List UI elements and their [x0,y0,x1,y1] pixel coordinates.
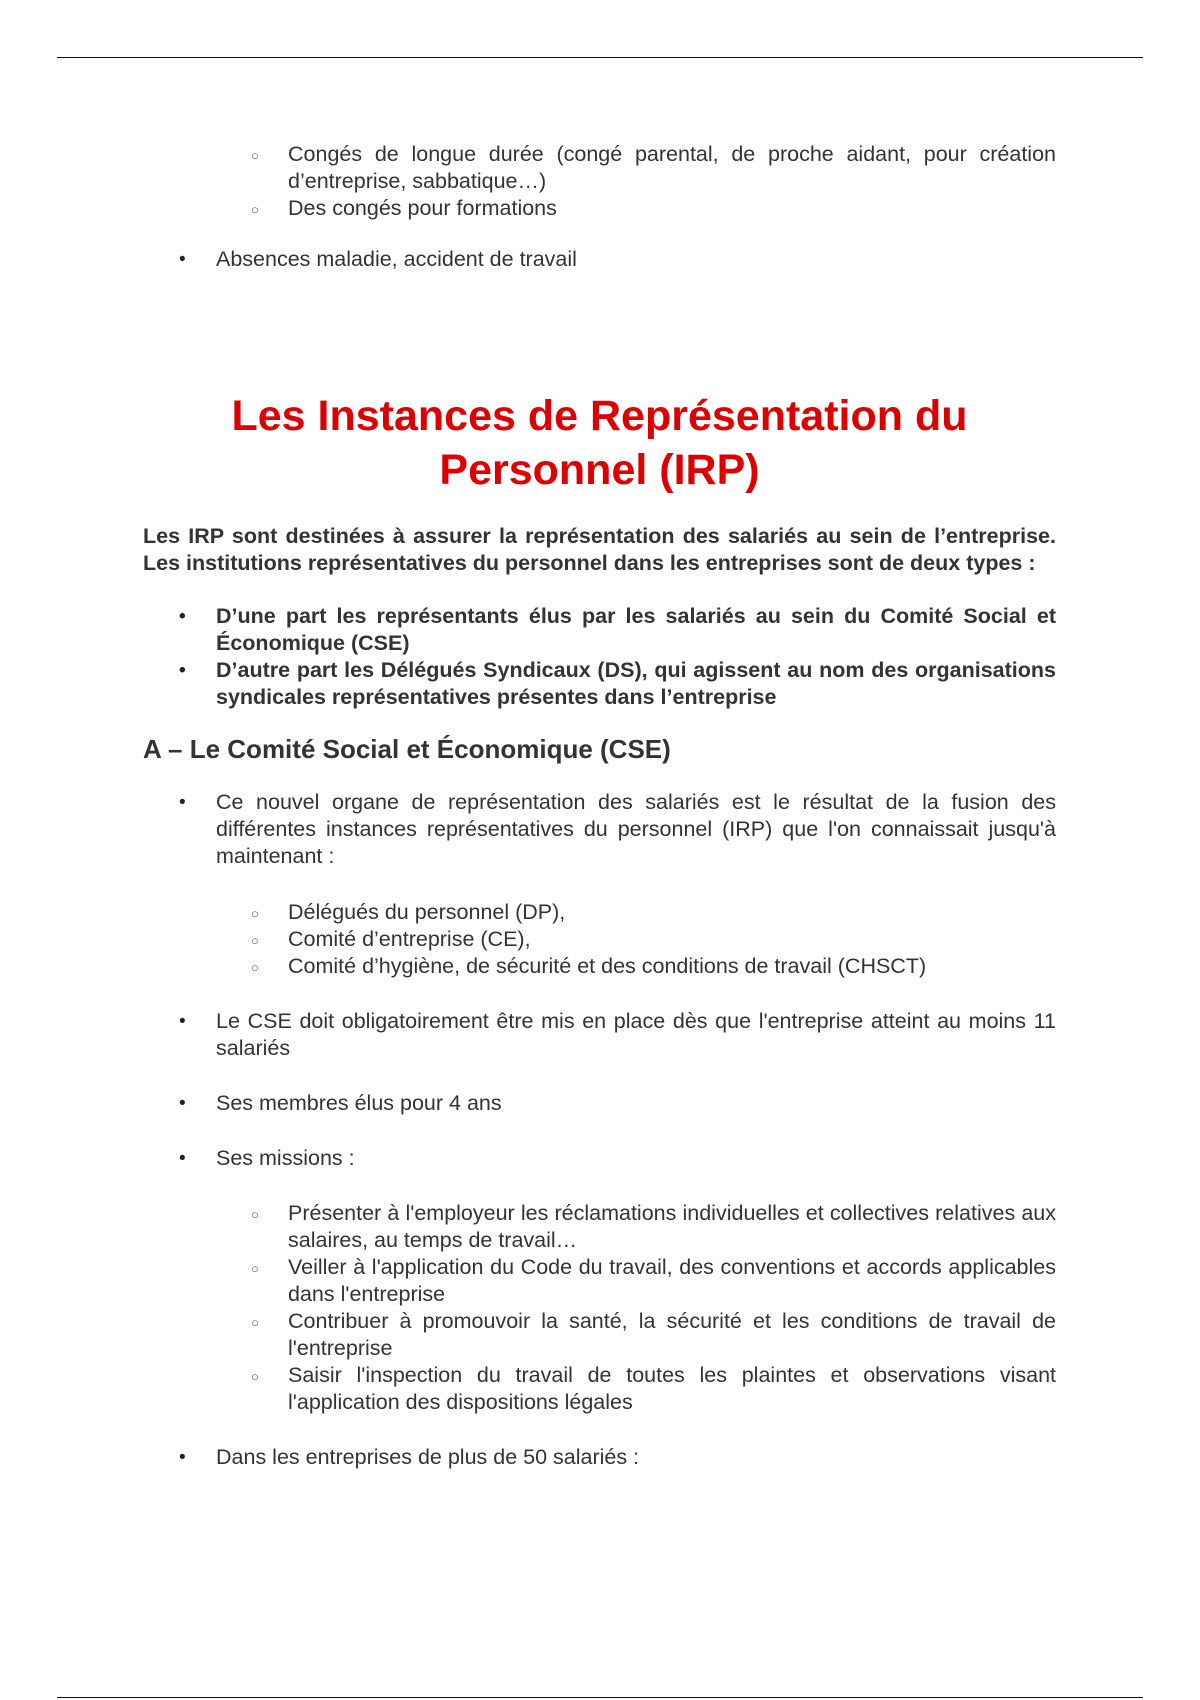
section-heading: A – Le Comité Social et Économique (CSE) [143,734,671,764]
bullet-text: Ce nouvel organe de représentation des salariés est le résultat de la fusion des différentes instances représentatives du personnel (IRP) que l'on connaissait jusqu'à maintenant : [216,790,1056,868]
sub-list-item: ○ Comité d’hygiène, de sécurité et des conditions de travail (CHSCT) [143,953,1056,980]
bullet-item: • Dans les entreprises de plus de 50 salariés : [143,1444,1056,1471]
bullet-text: Ses missions : [216,1146,355,1170]
absences-list [143,246,1056,273]
bullet-item: • D’une part les représentants élus par les salariés au sein du Comité Social et Économique (CSE) [143,603,1056,657]
sub-list-item: ○ Congés de longue durée (congé parental, de proche aidant, pour création d’entreprise, sabbatique…) [143,141,1056,195]
sub-list-item: ○ Saisir l'inspection du travail de toutes les plaintes et observations visant l'application des dispositions légales [143,1362,1056,1416]
document-page [143,141,1056,1471]
title-line-2: Personnel (IRP) [439,446,760,494]
sub-list-item: ○ Délégués du personnel (DP), [143,899,1056,926]
sub-list-item: ○ Comité d’entreprise (CE), [143,926,1056,953]
cse-list [143,789,1056,1471]
bullet-item [143,789,1056,980]
sub-list-item: ○ Veiller à l'application du Code du travail, des conventions et accords applicables dans l'entreprise [143,1254,1056,1308]
bullet-item: • Ses membres élus pour 4 ans [143,1090,1056,1117]
page-title [143,389,1056,497]
footer-rule [57,1697,1143,1698]
intro-paragraph: Les IRP sont destinées à assurer la représentation des salariés au sein de l’entreprise. Les institutions représentatives du personnel dans les entreprises sont de deux types : [143,524,1056,575]
bullet-item: • Absences maladie, accident de travail [143,246,1056,273]
sub-list-item: ○ Des congés pour formations [143,195,1056,222]
sub-list-item: ○ Présenter à l'employeur les réclamations individuelles et collectives relatives aux salaires, au temps de travail… [143,1200,1056,1254]
former-irp-list [143,899,1056,980]
sub-list-item: ○ Contribuer à promouvoir la santé, la sécurité et les conditions de travail de l'entreprise [143,1308,1056,1362]
missions-list [143,1200,1056,1416]
title-line-1: Les Instances de Représentation du [231,392,968,440]
bullet-item: • D’autre part les Délégués Syndicaux (DS), qui agissent au nom des organisations syndicales représentatives présentes dans l’entreprise [143,657,1056,711]
irp-types-list [143,603,1056,711]
bullet-item: • Le CSE doit obligatoirement être mis en place dès que l'entreprise atteint au moins 11 salariés [143,1008,1056,1062]
bullet-item [143,1145,1056,1416]
header-rule [57,57,1143,58]
leave-sub-list [143,141,1056,222]
